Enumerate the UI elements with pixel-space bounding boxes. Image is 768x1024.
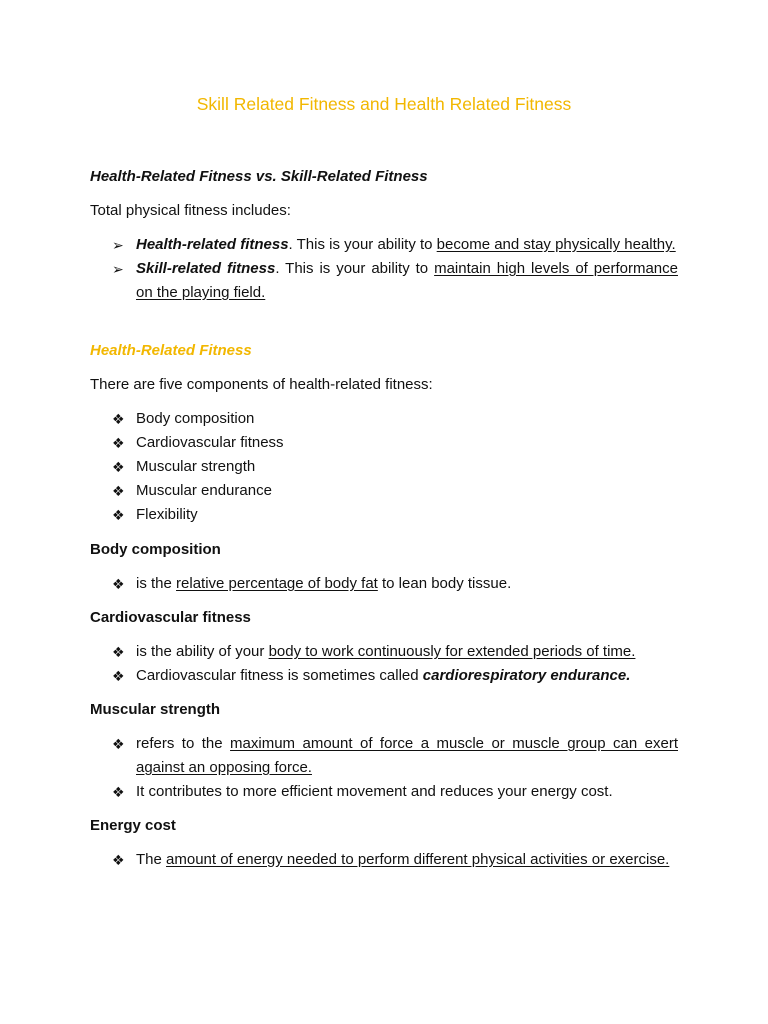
- underlined-text: become and stay physically healthy.: [436, 236, 676, 253]
- section-heading-comparison: Health-Related Fitness vs. Skill-Related Fitness: [90, 168, 428, 185]
- heading-body-composition: Body composition: [90, 541, 221, 558]
- component-label: Flexibility: [136, 506, 198, 523]
- list-item: [90, 407, 678, 431]
- body-composition-list: [90, 572, 678, 596]
- arrow-bullet-icon: ➢: [112, 237, 124, 253]
- list-item: [90, 455, 678, 479]
- term-label: Skill-related fitness: [136, 260, 276, 277]
- list-item: ❖ It contributes to more efficient movement and reduces your energy cost.: [90, 780, 678, 804]
- bold-term: cardiorespiratory endurance.: [422, 667, 631, 684]
- component-label: Cardiovascular fitness: [136, 434, 284, 451]
- underlined-text: body to work continuously for extended periods of time.: [268, 643, 636, 660]
- list-item: ❖ refers to the maximum amount of force a muscle or muscle group can exert against an opposing force.: [90, 732, 678, 780]
- components-list: [90, 407, 678, 527]
- list-item: [90, 479, 678, 503]
- component-label: Body composition: [136, 410, 255, 427]
- section-heading-health: Health-Related Fitness: [90, 342, 252, 359]
- diamond-bullet-icon: ❖: [112, 483, 125, 499]
- list-item: ❖ The amount of energy needed to perform different physical activities or exercise.: [90, 848, 678, 872]
- diamond-bullet-icon: ❖: [112, 459, 125, 475]
- fitness-types-list: [90, 233, 678, 305]
- list-item: [90, 503, 678, 527]
- underlined-text: maintain high levels of performance on the playing field.: [136, 260, 678, 301]
- underlined-text: relative percentage of body fat: [176, 575, 378, 592]
- diamond-bullet-icon: ❖: [112, 852, 125, 868]
- intro-paragraph: Total physical fitness includes:: [90, 202, 291, 219]
- diamond-bullet-icon: ❖: [112, 576, 125, 592]
- list-item: [90, 431, 678, 455]
- energy-cost-list: [90, 848, 678, 872]
- diamond-bullet-icon: ❖: [112, 668, 125, 684]
- diamond-bullet-icon: ❖: [112, 736, 125, 752]
- underlined-text: maximum amount of force a muscle or muscle group can exert against an opposing force.: [136, 735, 678, 776]
- diamond-bullet-icon: ❖: [112, 644, 125, 660]
- list-item: ❖ Cardiovascular fitness is sometimes called cardiorespiratory endurance.: [90, 664, 678, 688]
- term-label: Health-related fitness: [136, 236, 289, 253]
- component-label: Muscular endurance: [136, 482, 272, 499]
- list-item: ❖ is the ability of your body to work continuously for extended periods of time.: [90, 640, 678, 664]
- document-title: Skill Related Fitness and Health Related Fitness: [196, 94, 572, 114]
- underlined-text: amount of energy needed to perform different physical activities or exercise.: [166, 851, 670, 868]
- component-label: Muscular strength: [136, 458, 256, 475]
- diamond-bullet-icon: ❖: [112, 411, 125, 427]
- diamond-bullet-icon: ❖: [112, 784, 125, 800]
- heading-cardiovascular-fitness: Cardiovascular fitness: [90, 609, 251, 626]
- muscular-strength-list: [90, 732, 678, 804]
- arrow-bullet-icon: ➢: [112, 261, 124, 277]
- components-intro: There are five components of health-related fitness:: [90, 376, 433, 393]
- heading-energy-cost: Energy cost: [90, 817, 176, 834]
- list-item: ➢ Health-related fitness. This is your ability to become and stay physically healthy.: [90, 233, 678, 257]
- diamond-bullet-icon: ❖: [112, 507, 125, 523]
- heading-muscular-strength: Muscular strength: [90, 701, 221, 718]
- list-item: ❖ is the relative percentage of body fat to lean body tissue.: [90, 572, 678, 596]
- list-item: ➢ Skill-related fitness. This is your ability to maintain high levels of performance on the playing field.: [90, 257, 678, 305]
- cardio-list: [90, 640, 678, 688]
- diamond-bullet-icon: ❖: [112, 435, 125, 451]
